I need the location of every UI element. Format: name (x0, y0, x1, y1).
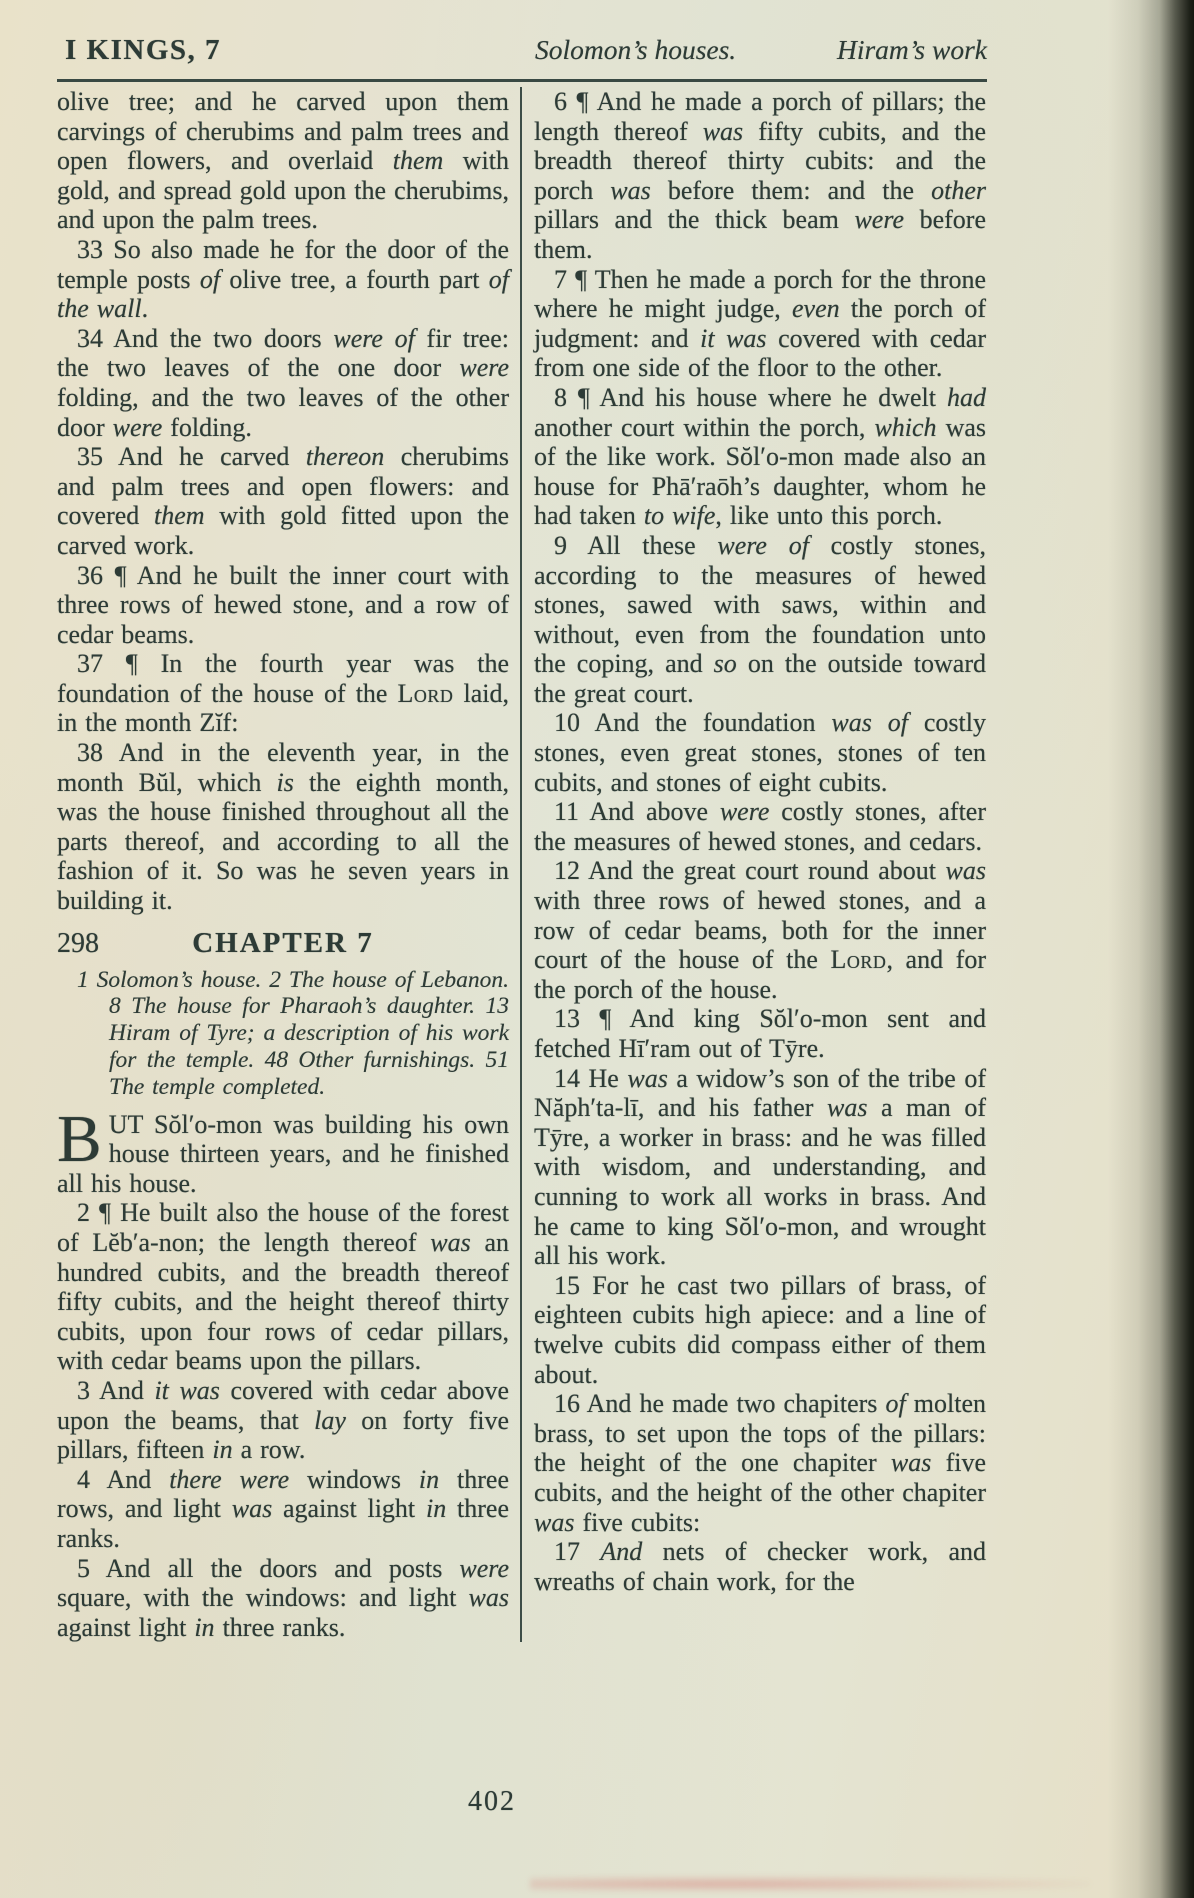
printed-area (57, 26, 987, 1642)
italic-text-run: was (430, 1227, 471, 1257)
italic-text-run: in (425, 1494, 447, 1524)
text-run: covered with cedar above upon the beams, that (57, 1375, 509, 1435)
text-columns (57, 87, 987, 1642)
italic-text-run: of (885, 1389, 906, 1419)
text-run: , like unto this porch. (715, 501, 943, 531)
text-run: 37 ¶ In the fourth year was the foundation of the house of the (57, 649, 509, 708)
text-run: 35 And he carved (77, 442, 306, 472)
text-run: olive tree, a fourth part (220, 264, 489, 294)
text-run: 5 And all the doors and posts (77, 1553, 460, 1583)
italic-text-run: in (212, 1435, 233, 1465)
verse-paragraph (534, 1389, 986, 1537)
italic-text-run: had (947, 382, 986, 412)
text-run: laid, in the month Zĭf: (57, 678, 509, 738)
verse-paragraph (57, 87, 509, 235)
text-run: 9 All these (554, 530, 718, 560)
running-head-left: Solomon’s houses. (535, 34, 737, 65)
italic-text-run: so (713, 649, 737, 679)
text-run: 33 So also made he for the door of the temple posts (57, 234, 509, 294)
italic-text-run: there were (169, 1464, 290, 1494)
verse-paragraph (534, 87, 986, 265)
verse-paragraph (57, 324, 509, 442)
verse-paragraph (534, 797, 986, 856)
italic-text-run: was (231, 1494, 273, 1524)
drop-cap-rest: UT (108, 1109, 143, 1139)
text-run: 11 And above (554, 797, 720, 827)
text-run: against light (57, 1612, 195, 1642)
italic-text-run: to wife (643, 501, 716, 531)
verse-paragraph (57, 1198, 509, 1376)
text-run: 16 And he made two chapiters (554, 1389, 886, 1419)
text-run: 15 For he cast two pillars of brass, of eighteen cubits high apiece: and a line of twelve cubits did compass either of them about. (534, 1270, 986, 1389)
text-run: cherubims and palm trees and open flowers: and covered (57, 442, 509, 531)
verse-paragraph (57, 649, 509, 738)
text-run: 13 ¶ And king Sŏl′o-mon sent and fetched Hī′ram out of Tȳre. (534, 1004, 986, 1063)
text-run: against light (272, 1494, 426, 1524)
verse-paragraph (57, 561, 509, 650)
italic-text-run: which (874, 412, 937, 442)
italic-text-run: were (459, 353, 509, 383)
text-run: 17 (554, 1537, 601, 1567)
italic-text-run: other (931, 175, 986, 205)
text-run: costly stones, according to the measures of hewed stones, sawed with saws, within and without, even from the foundation unto the coping, and (534, 530, 986, 679)
italic-text-run: lay (314, 1405, 346, 1435)
text-run: 14 He (554, 1063, 628, 1093)
italic-text-run: was (610, 175, 651, 205)
italic-text-run: were (459, 1553, 509, 1583)
italic-text-run: even (792, 294, 840, 324)
italic-text-run: them (153, 501, 205, 531)
verse-paragraph-dropcap (57, 1101, 509, 1199)
text-run: 7 ¶ Then he made a porch for the throne where he might judge, (534, 264, 986, 324)
chapter-summary (57, 967, 509, 1101)
text-run: folding. (162, 412, 252, 442)
text-run: . (141, 294, 149, 324)
italic-text-run: was (945, 856, 986, 886)
italic-text-run: is (276, 767, 294, 797)
italic-text-run: in (418, 1464, 440, 1494)
italic-text-run: them (392, 146, 444, 176)
text-run: was of the like work. Sŏl′o-mon made also an house for Phā′raōh’s daughter, whom he had taken (534, 412, 987, 531)
text-run: five cubits, and the height of the other chapiter (534, 1448, 986, 1507)
italic-text-run: were of (717, 530, 809, 560)
text-run: fir tree: the two leaves of the one door (57, 323, 509, 383)
verse-paragraph (534, 856, 986, 1004)
verse-paragraph (534, 1004, 986, 1063)
text-run: molten brass, to set upon the tops of the pillars: the height of the one chapiter (534, 1389, 987, 1478)
text-run: on forty five pillars, fifteen (57, 1405, 509, 1465)
text-run: , and for the porch of the house. (534, 945, 986, 1004)
page-edge-shadow (1108, 0, 1194, 1898)
verse-paragraph (57, 442, 509, 560)
drop-cap-letter: B (57, 1101, 102, 1176)
text-run: with three rows of hewed stones, and a row of cedar beams, both for the inner court of the house of the (534, 886, 986, 975)
italic-text-run: was (890, 1448, 932, 1478)
text-run: 36 ¶ And he built the inner court with three rows of hewed stone, and a row of cedar beams. (57, 560, 509, 649)
verse-paragraph (57, 738, 509, 916)
text-run: 6 ¶ And he made a porch of pillars; the length thereof (534, 87, 986, 146)
italic-text-run: were (854, 205, 905, 235)
verse-paragraph (534, 708, 986, 797)
text-run: costly stones, after the measures of hewed stones, and cedars. (534, 797, 986, 856)
ink-bleed-mark (530, 1876, 1090, 1892)
text-run: with gold, and spread gold upon the cherubims, and upon the palm trees. (57, 146, 509, 235)
text-run: fifty cubits, and the breadth thereof thirty cubits: and the porch (534, 116, 986, 205)
smallcaps-text-run: Lord (830, 945, 887, 975)
verse-paragraph (534, 265, 986, 383)
text-run: on the outside toward the great court. (534, 649, 986, 708)
text-run: a widow’s son of the tribe of Năph′ta-lī, and his father (534, 1063, 986, 1123)
text-run: 4 And (77, 1464, 170, 1494)
text-run: before them: and the (650, 175, 932, 205)
text-run: windows (289, 1464, 419, 1494)
italic-text-run: was (702, 116, 744, 146)
verse-paragraph (534, 531, 986, 709)
italic-text-run: was (826, 1093, 868, 1123)
italic-text-run: of (199, 264, 221, 294)
text-run: nets of checker work, and wreaths of chain work, for the (534, 1537, 987, 1596)
italic-text-run: it was (700, 323, 767, 353)
text-run: 38 And in the eleventh year, in the month Bŭl, which (57, 738, 509, 797)
italic-text-run: of the wall (57, 264, 510, 324)
chapter-heading-row (57, 927, 509, 960)
text-run: another court within the porch, (534, 412, 875, 442)
text-run: folding, and the two leaves of the other door (57, 382, 509, 442)
text-run: covered with cedar from one side of the floor to the other. (534, 323, 986, 383)
text-run: five cubits: (574, 1507, 701, 1537)
text-run: 10 And the foundation (554, 708, 832, 738)
verse-paragraph (534, 383, 986, 531)
text-run: a man of Tȳre, a worker in brass: and he was filled with wisdom, and understanding, and cunning to work all works in brass. And he came to king Sŏl′o-mon, and wrought all his work. (534, 1093, 986, 1271)
verse-paragraph (534, 1064, 986, 1271)
text-run: with gold fitted upon the carved work. (57, 501, 509, 560)
text-run: the porch of judgment: and (534, 294, 986, 353)
italic-text-run: it was (154, 1375, 220, 1405)
chapter-title: CHAPTER 7 (192, 926, 374, 959)
italic-text-run: was (468, 1583, 509, 1613)
text-run: 2 ¶ He built also the house of the forest of Lĕb′a-non; the length thereof (57, 1198, 509, 1257)
page-number: 402 (468, 1786, 516, 1817)
text-run: square, with the windows: and light (57, 1583, 469, 1613)
text-run: pillars and the thick beam (534, 205, 855, 235)
text-run: the eighth month, was the house finished throughout all the parts thereof, and according to all the fashion of it. So was he seven years in building it. (57, 767, 509, 916)
text-run: three rows, and light (57, 1464, 509, 1524)
text-run: a row. (232, 1435, 306, 1465)
text-run: 34 And the two doors (77, 323, 334, 353)
column-right (520, 87, 986, 1642)
verse-paragraph (57, 1465, 509, 1554)
italic-text-run: were (719, 797, 770, 827)
text-run: costly stones, even great stones, stones of ten cubits, and stones of eight cubits. (534, 708, 986, 797)
text-run: 8 ¶ And his house where he dwelt (554, 382, 947, 412)
verse-paragraph (534, 1537, 986, 1596)
text-run: 1 Solomon’s house. 2 The house of Lebanon. 8 The house for Pharaoh’s daughter. 13 Hiram of Tyre; a description of his work for the temple. 48 Other furnishings. 51 The temple completed. (77, 966, 509, 1100)
verse-paragraph (57, 235, 509, 324)
italic-text-run: was of (831, 708, 908, 738)
text-run: an hundred cubits, and the breadth thereof fifty cubits, and the height thereof thirty cubits, upon four rows of cedar pillars, with cedar beams upon the pillars. (57, 1227, 509, 1376)
italic-text-run: was (534, 1507, 575, 1537)
text-run: 12 And the great court round about (554, 856, 946, 886)
chapter-page-marker: 298 (57, 927, 99, 959)
verse-paragraph (57, 1554, 509, 1643)
italic-text-run: were of (333, 323, 415, 353)
italic-text-run: were (112, 412, 163, 442)
text-run: Sŏl′o-mon was building his own house thirteen years, and he finished all his house. (57, 1109, 509, 1198)
italic-text-run: in (194, 1612, 215, 1642)
italic-text-run: was (627, 1063, 668, 1093)
verse-paragraph (534, 1271, 986, 1389)
running-heads (535, 34, 987, 66)
verse-paragraph (57, 1376, 509, 1465)
smallcaps-text-run: Lord (397, 678, 454, 708)
italic-text-run: And (600, 1537, 643, 1567)
running-head-right: Hiram’s work (836, 34, 987, 65)
text-run: 3 And (77, 1375, 155, 1405)
text-run: before them. (534, 205, 986, 264)
book-chapter-title: I KINGS, 7 (65, 34, 222, 66)
running-header (57, 26, 987, 82)
column-left (57, 87, 509, 1642)
text-run: three ranks. (57, 1494, 509, 1553)
italic-text-run: thereon (305, 442, 385, 472)
text-run: olive tree; and he carved upon them carvings of cherubims and palm trees and open flowers, and overlaid (57, 87, 509, 176)
text-run: three ranks. (214, 1612, 346, 1642)
